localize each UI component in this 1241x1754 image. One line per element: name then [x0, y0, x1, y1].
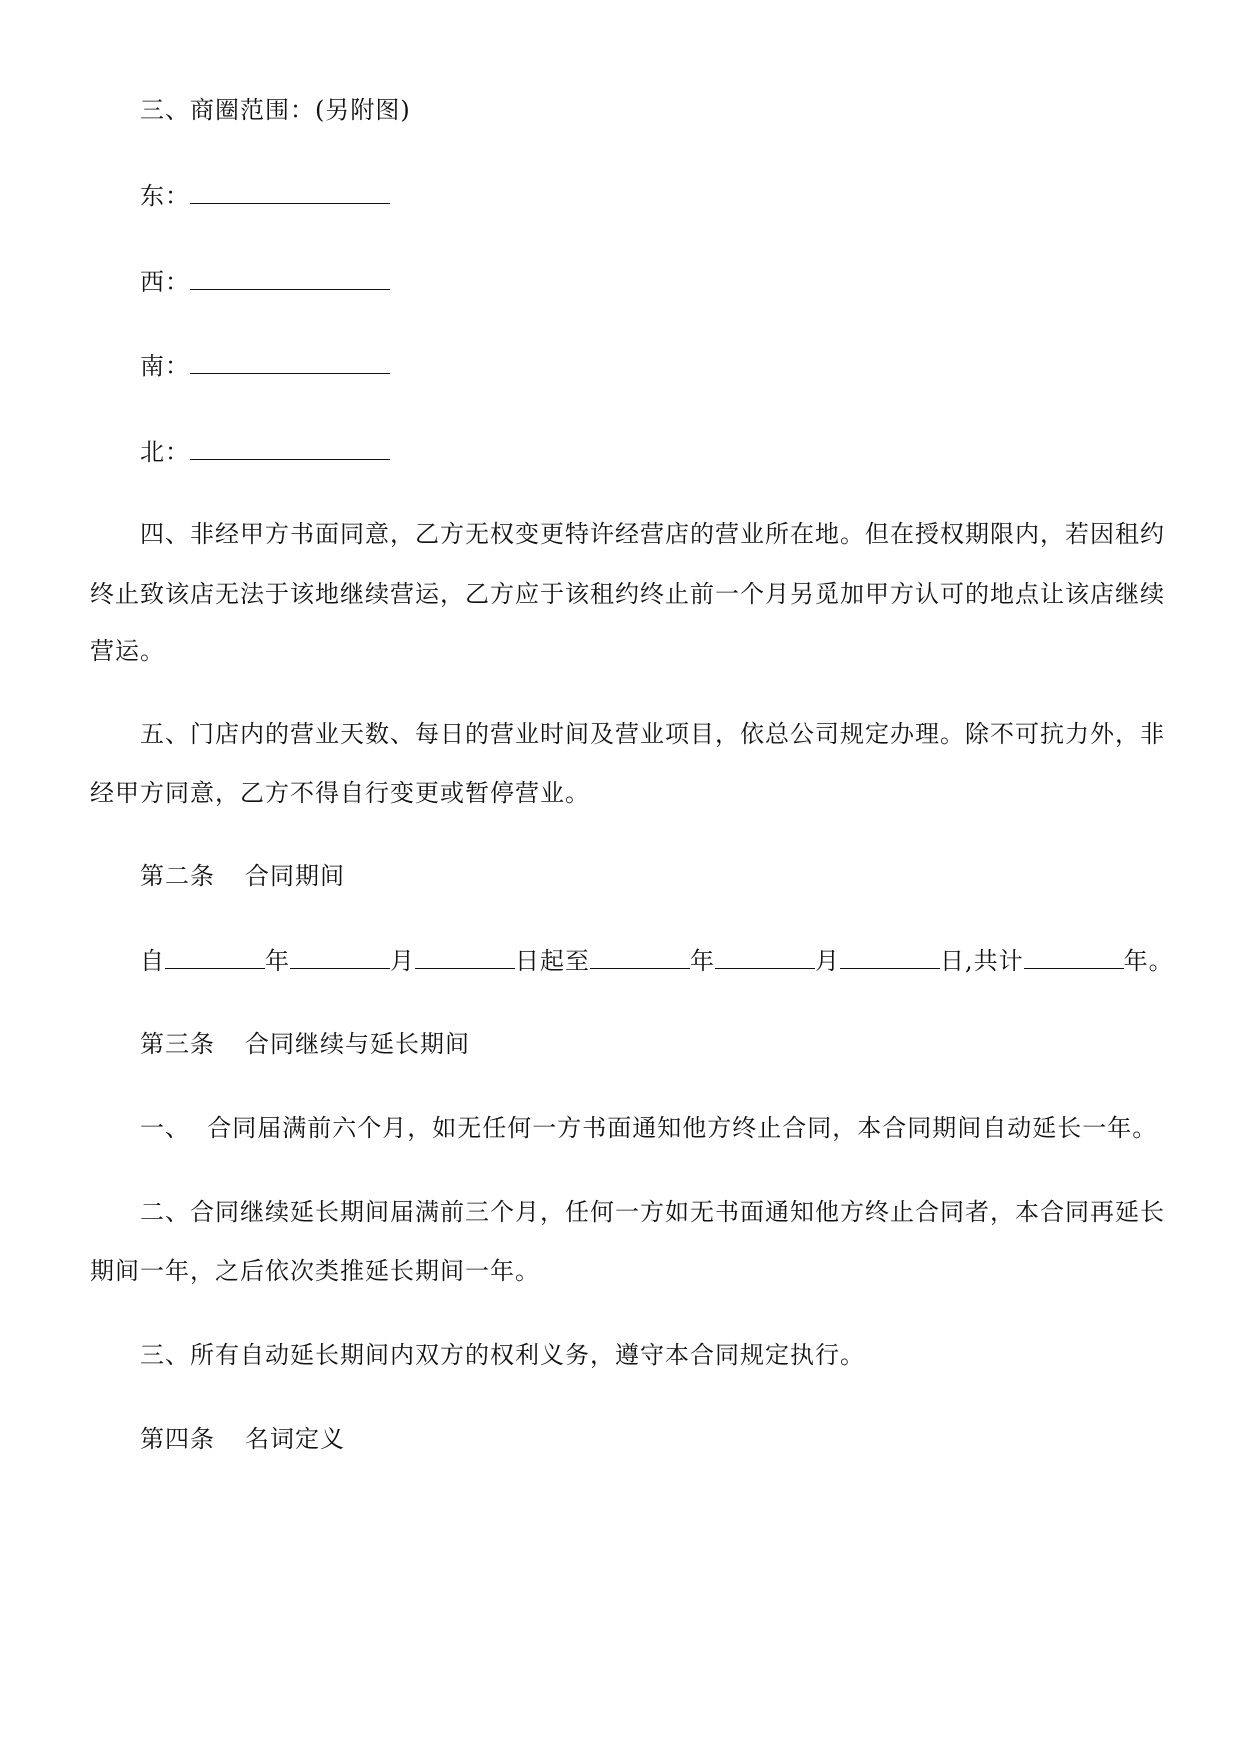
- article-4-number: 第四条: [140, 1425, 215, 1453]
- paragraph-5-line-2: 经甲方同意，乙方不得自行变更或暂停营业。: [90, 779, 590, 807]
- east-label: 东：: [140, 182, 190, 210]
- period-month-2: 月: [815, 947, 840, 975]
- article-2-title: 合同期间: [245, 862, 345, 890]
- paragraph-4-line-3: 营运。: [90, 637, 165, 665]
- contract-period-line: [0, 945, 1241, 977]
- start-day-blank: [415, 946, 515, 969]
- north-label: 北：: [140, 438, 190, 466]
- period-from: 自: [140, 947, 165, 975]
- article-3-item-2-line-1: 二、合同继续延长期间届满前三个月，任何一方如无书面通知他方终止合同者，本合同再延长: [140, 1198, 1165, 1226]
- south-label: 南：: [140, 352, 190, 380]
- south-blank: [190, 351, 390, 374]
- period-month-1: 月: [390, 947, 415, 975]
- paragraph-4-line-1: 四、非经甲方书面同意，乙方无权变更特许经营店的营业所在地。但在授权期限内，若因租约: [140, 520, 1165, 548]
- period-day-to: 日起至: [515, 947, 590, 975]
- period-year-2: 年: [690, 947, 715, 975]
- west-blank: [190, 267, 390, 290]
- article-4-heading: [0, 1423, 1241, 1455]
- boundary-south: [0, 350, 1241, 382]
- section-3-title: 三、商圈范围：(另附图): [140, 96, 411, 124]
- paragraph-5-line-1: 五、门店内的营业天数、每日的营业时间及营业项目，依总公司规定办理。除不可抗力外，非: [140, 720, 1165, 748]
- boundary-west: [0, 266, 1241, 298]
- article-3-item-3: 三、所有自动延长期间内双方的权利义务，遵守本合同规定执行。: [140, 1341, 865, 1369]
- east-blank: [190, 181, 390, 204]
- boundary-east: [0, 180, 1241, 212]
- period-year-1: 年: [265, 947, 290, 975]
- article-3-title: 合同继续与延长期间: [245, 1030, 470, 1058]
- article-4-title: 名词定义: [245, 1425, 345, 1453]
- article-2-number: 第二条: [140, 862, 215, 890]
- article-3-item-1: 一、 合同届满前六个月，如无任何一方书面通知他方终止合同，本合同期间自动延长一年。: [140, 1114, 1158, 1142]
- period-end: 年。: [1123, 947, 1174, 975]
- boundary-north: [0, 436, 1241, 468]
- article-3-item-2-line-2: 期间一年，之后依次类推延长期间一年。: [90, 1257, 540, 1285]
- end-month-blank: [715, 946, 815, 969]
- end-day-blank: [840, 946, 940, 969]
- total-years-blank: [1024, 946, 1124, 969]
- article-3-number: 第三条: [140, 1030, 215, 1058]
- start-year-blank: [165, 946, 265, 969]
- period-day-total: 日,共计: [940, 947, 1024, 975]
- end-year-blank: [590, 946, 690, 969]
- start-month-blank: [290, 946, 390, 969]
- article-2-heading: [0, 860, 1241, 892]
- paragraph-4-line-2: 终止致该店无法于该地继续营运，乙方应于该租约终止前一个月另觅加甲方认可的地点让该店继续: [90, 580, 1165, 608]
- article-3-heading: [0, 1028, 1241, 1060]
- west-label: 西：: [140, 268, 190, 296]
- north-blank: [190, 437, 390, 460]
